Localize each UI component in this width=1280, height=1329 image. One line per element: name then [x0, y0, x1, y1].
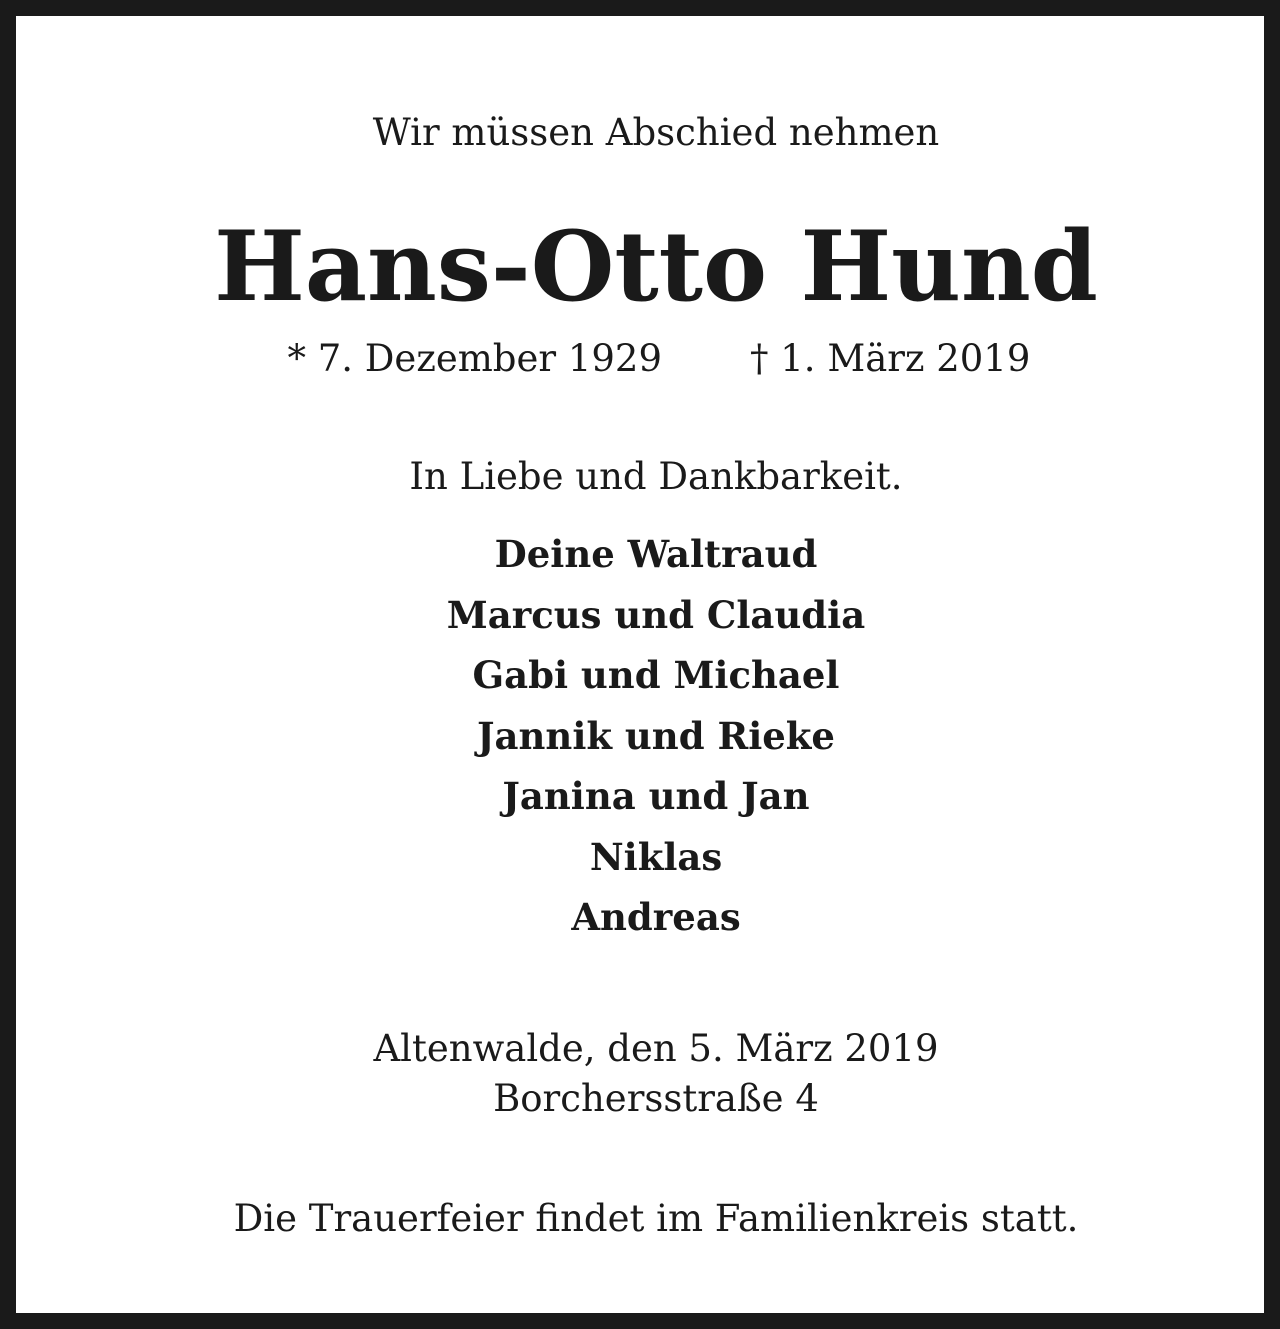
ceremony-note: Die Trauerfeier findet im Familienkreis statt.: [233, 1197, 1079, 1240]
mourner-name: Janina und Jan: [502, 774, 810, 818]
deceased-name: Hans-Otto Hund: [214, 210, 1098, 323]
mourner-name: Jannik und Rieke: [477, 713, 835, 758]
mourner-name: Andreas: [571, 895, 741, 939]
mourner-name: Gabi und Michael: [472, 653, 840, 697]
life-dates: [16, 336, 1280, 382]
mourner-name: Marcus und Claudia: [446, 592, 866, 637]
mourners-list: [16, 524, 1280, 948]
death-date: † 1. März 2019: [750, 337, 1031, 380]
dedication-text: In Liebe und Dankbarkeit.: [409, 455, 903, 498]
mourner-name: Deine Waltraud: [494, 532, 818, 576]
place-and-date: Altenwalde, den 5. März 2019: [373, 1027, 939, 1070]
address: Borchersstraße 4: [493, 1077, 819, 1120]
intro-text: Wir müssen Abschied nehmen: [372, 111, 940, 154]
birth-date: * 7. Dezember 1929: [287, 337, 662, 380]
mourner-name: Niklas: [589, 834, 723, 879]
